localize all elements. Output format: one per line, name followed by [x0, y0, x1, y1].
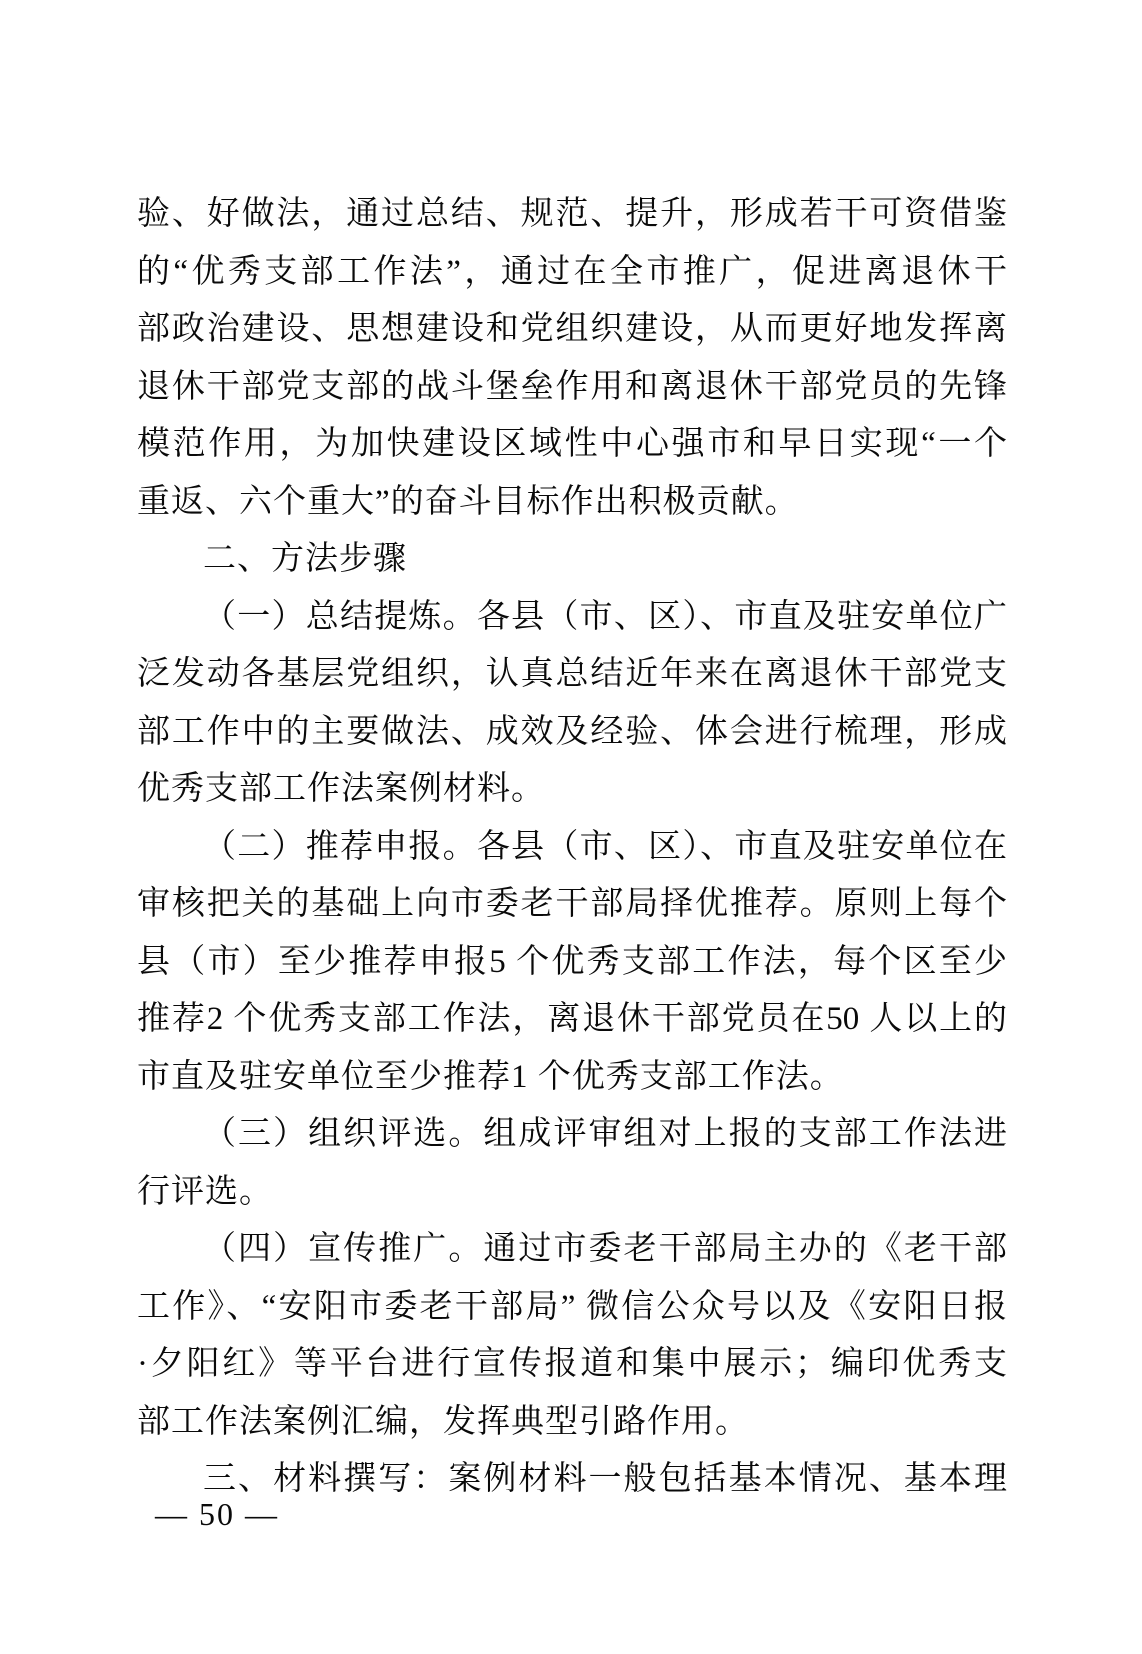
text-line: 退休干部党支部的战斗堡垒作用和离退休干部党员的先锋: [137, 368, 1007, 405]
text-line: 部政治建设、思想建设和党组织建设，从而更好地发挥离: [137, 311, 1007, 347]
text-line: 模范作用，为加快建设区域性中心强市和早日实现“一个: [137, 426, 1007, 462]
text-line: 审核把关的基础上向市委老干部局择优推荐。原则上每个: [137, 886, 1007, 922]
text-line: 推荐2 个优秀支部工作法，离退休干部党员在50 人以上的: [137, 1001, 1007, 1037]
text-line: 部工作中的主要做法、成效及经验、体会进行梳理，形成: [137, 713, 1007, 750]
text-line: 三、材料撰写：案例材料一般包括基本情况、基本理: [203, 1461, 1007, 1497]
text-line: 市直及驻安单位至少推荐1 个优秀支部工作法。: [137, 1058, 844, 1095]
text-line: 重返、六个重大”的奋斗目标作出积极贡献。: [137, 483, 799, 520]
text-line: 二、方法步骤: [203, 541, 407, 577]
text-line: 行评选。: [137, 1173, 273, 1210]
text-line: （四）宣传推广。通过市委老干部局主办的《老干部: [203, 1231, 1007, 1267]
text-line: 的“优秀支部工作法”，通过在全市推广，促进离退休干: [137, 253, 1007, 290]
document-body: [137, 186, 1007, 1509]
text-line: 优秀支部工作法案例材料。: [137, 771, 545, 807]
text-line: 泛发动各基层党组织，认真总结近年来在离退休干部党支: [137, 656, 1007, 692]
text-line: 部工作法案例汇编，发挥典型引路作用。: [137, 1403, 749, 1440]
text-line: 验、好做法，通过总结、规范、提升，形成若干可资借鉴: [137, 196, 1007, 232]
text-line: （二）推荐申报。各县（市、区）、市直及驻安单位在: [203, 828, 1007, 865]
text-line: 县（市）至少推荐申报5 个优秀支部工作法，每个区至少: [137, 943, 1007, 980]
page-footer: [155, 1496, 279, 1532]
text-line: 工作》、“安阳市委老干部局” 微信公众号以及《安阳日报: [137, 1288, 1007, 1325]
page-number: — 50 —: [155, 1496, 279, 1532]
text-line: ·夕阳红》等平台进行宣传报道和集中展示；编印优秀支: [137, 1346, 1007, 1382]
text-line: （三）组织评选。组成评审组对上报的支部工作法进: [203, 1116, 1007, 1152]
text-line: （一）总结提炼。各县（市、区）、市直及驻安单位广: [203, 598, 1007, 635]
